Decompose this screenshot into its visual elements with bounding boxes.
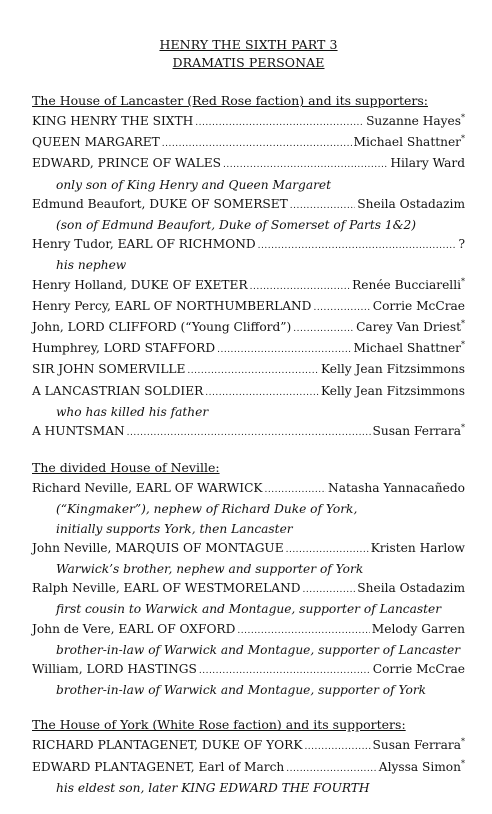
character-description: his nephew: [56, 258, 127, 273]
union-member-mark: *: [461, 340, 465, 350]
cast-entry: [32, 112, 465, 133]
actor-name: Hilary Ward: [390, 156, 465, 171]
union-member-mark: *: [461, 737, 465, 747]
cast-sections: [32, 92, 465, 798]
union-member-mark: *: [461, 758, 465, 768]
character-name: KING HENRY THE SIXTH: [32, 114, 194, 128]
character-name: Ralph Neville, EARL OF WESTMORELAND: [32, 581, 301, 596]
dot-leader: [313, 299, 370, 318]
cast-entry: [32, 620, 465, 660]
character-description: first cousin to Warwick and Montague, supporter of Lancaster: [56, 602, 442, 617]
cast-line: [32, 195, 465, 216]
dot-leader: [290, 197, 356, 216]
cast-entry: [32, 276, 465, 297]
actor-name: Corrie McCrae: [372, 662, 465, 677]
title-spacer: [32, 72, 465, 92]
actor-name: Susan Ferrara: [372, 424, 461, 439]
actor-name: Kristen Harlow: [370, 540, 465, 555]
cast-entry: [32, 736, 465, 757]
character-name: EDWARD PLANTAGENET, Earl of March: [32, 759, 285, 774]
character-description: his eldest son, later KING EDWARD THE FOURTH: [56, 780, 370, 795]
dot-leader: [265, 481, 327, 500]
actor-credit: [357, 195, 465, 214]
actor-name: Carey Van Driest: [356, 320, 461, 335]
actor-credit: [373, 297, 465, 316]
cast-entry: [32, 539, 465, 579]
actor-credit: [371, 539, 465, 558]
actor-credit: [321, 360, 465, 379]
cast-line: [32, 318, 465, 339]
play-title: HENRY THE SIXTH PART 3: [159, 37, 338, 52]
dot-leader: [237, 622, 369, 641]
dot-leader: [217, 341, 351, 360]
cast-section: [32, 459, 465, 700]
actor-name: Sheila Ostadazim: [357, 581, 465, 596]
character-name: RICHARD PLANTAGENET, DUKE OF YORK: [32, 738, 303, 753]
dot-leader: [286, 760, 377, 779]
actor-name: Alyssa Simon: [378, 759, 461, 774]
character-name: A LANCASTRIAN SOLDIER: [32, 383, 204, 398]
actor-credit: [328, 479, 465, 498]
character-description: who has killed his father: [56, 404, 209, 419]
actor-credit: [372, 620, 465, 639]
character-description: only son of King Henry and Queen Margaret: [56, 177, 332, 192]
dot-leader: [205, 384, 319, 403]
cast-entry: [32, 133, 465, 154]
actor-name: Kelly Jean Fitzsimmons: [320, 362, 465, 377]
actor-credit: [321, 382, 465, 401]
page-subtitle: DRAMATIS PERSONAE: [172, 55, 325, 70]
character-name: A HUNTSMAN: [32, 424, 125, 439]
character-description: (son of Edmund Beaufort, Duke of Somerset of Parts 1&2): [56, 218, 416, 233]
cast-line: [32, 339, 465, 360]
dot-leader: [223, 156, 388, 175]
dot-leader: [304, 738, 370, 757]
actor-name: Michael Shattner: [353, 135, 461, 150]
actor-name: Michael Shattner: [353, 341, 461, 356]
character-name: QUEEN MARGARET: [32, 135, 160, 150]
actor-credit: [458, 235, 465, 254]
cast-line: [32, 422, 465, 443]
actor-credit: [373, 736, 465, 755]
cast-entry: [32, 318, 465, 339]
character-name: Richard Neville, EARL OF WARWICK: [32, 481, 263, 496]
cast-entry: [32, 382, 465, 422]
actor-credit: [390, 154, 465, 173]
union-member-mark: *: [461, 318, 465, 328]
character-name: William, LORD HASTINGS: [32, 662, 197, 677]
actor-name: Natasha Yannacañedo: [328, 481, 465, 496]
character-name: John de Vere, EARL OF OXFORD: [32, 621, 236, 636]
union-member-mark: *: [461, 134, 465, 144]
actor-credit: [366, 112, 465, 131]
actor-name: Sheila Ostadazim: [357, 196, 465, 211]
character-name: Henry Holland, DUKE OF EXETER: [32, 277, 248, 292]
cast-line: [32, 539, 465, 560]
union-member-mark: *: [461, 112, 465, 122]
character-name: John Neville, MARQUIS OF MONTAGUE: [32, 540, 284, 555]
dot-leader: [286, 541, 369, 560]
character-description: initially supports York, then Lancaster: [56, 521, 293, 536]
cast-line: [32, 736, 465, 757]
cast-line: [32, 297, 465, 318]
character-description: brother-in-law of Warwick and Montague, supporter of York: [56, 683, 427, 698]
cast-entry: [32, 758, 465, 798]
cast-entry: [32, 235, 465, 275]
character-description: (“Kingmaker”), nephew of Richard Duke of York,: [56, 502, 358, 517]
dramatis-personae-page: [32, 36, 465, 814]
cast-entry: [32, 297, 465, 318]
character-name: Henry Tudor, EARL OF RICHMOND: [32, 237, 256, 252]
cast-line: [32, 112, 465, 133]
character-name: Humphrey, LORD STAFFORD: [32, 341, 216, 356]
character-name: John, LORD CLIFFORD (“Young Clifford”): [32, 320, 292, 335]
cast-section: [32, 716, 465, 798]
section-heading: The divided House of Neville:: [32, 460, 220, 476]
actor-credit: [354, 133, 465, 152]
cast-line: [32, 276, 465, 297]
cast-entry: [32, 422, 465, 443]
dot-leader: [199, 662, 371, 681]
actor-credit: [373, 422, 465, 441]
actor-credit: [354, 339, 465, 358]
character-description: Warwick’s brother, nephew and supporter of York: [56, 562, 364, 577]
cast-line: [32, 235, 465, 256]
actor-name: Kelly Jean Fitzsimmons: [320, 383, 465, 398]
cast-line: [32, 133, 465, 154]
character-name: Henry Percy, EARL OF NORTHUMBERLAND: [32, 298, 312, 313]
actor-credit: [356, 318, 465, 337]
character-name: EDWARD, PRINCE OF WALES: [32, 156, 221, 171]
character-description: brother-in-law of Warwick and Montague, supporter of Lancaster: [56, 642, 461, 657]
dot-leader: [195, 114, 364, 133]
union-member-mark: *: [461, 422, 465, 432]
cast-line: [32, 382, 465, 403]
actor-name: Susan Ferrara: [372, 738, 461, 753]
cast-line: [32, 620, 465, 641]
actor-name: Renée Bucciarelli: [352, 277, 461, 292]
dot-leader: [293, 320, 354, 339]
section-heading: The House of Lancaster (Red Rose faction) and its supporters:: [32, 93, 428, 108]
dot-leader: [187, 362, 319, 381]
cast-entry: [32, 360, 465, 381]
cast-entry: [32, 195, 465, 235]
character-name: Edmund Beaufort, DUKE OF SOMERSET: [32, 196, 288, 211]
cast-entry: [32, 154, 465, 194]
cast-line: [32, 154, 465, 175]
actor-name: ?: [458, 237, 465, 252]
cast-line: [32, 660, 465, 681]
cast-line: [32, 479, 465, 500]
cast-section: [32, 92, 465, 443]
actor-credit: [352, 276, 465, 295]
cast-line: [32, 360, 465, 381]
actor-credit: [379, 758, 465, 777]
dot-leader: [258, 237, 457, 256]
cast-entry: [32, 660, 465, 700]
cast-entry: [32, 479, 465, 539]
actor-name: Melody Garren: [371, 621, 465, 636]
actor-credit: [357, 579, 465, 598]
dot-leader: [250, 278, 350, 297]
section-heading: The House of York (White Rose faction) and its supporters:: [32, 717, 406, 733]
union-member-mark: *: [461, 276, 465, 286]
cast-line: [32, 579, 465, 600]
actor-credit: [373, 660, 465, 679]
character-name: SIR JOHN SOMERVILLE: [32, 362, 186, 377]
dot-leader: [127, 424, 371, 443]
cast-entry: [32, 339, 465, 360]
dot-leader: [162, 135, 352, 154]
cast-entry: [32, 579, 465, 619]
cast-line: [32, 758, 465, 779]
actor-name: Suzanne Hayes: [366, 114, 461, 128]
actor-name: Corrie McCrae: [372, 298, 465, 313]
dot-leader: [303, 581, 356, 600]
